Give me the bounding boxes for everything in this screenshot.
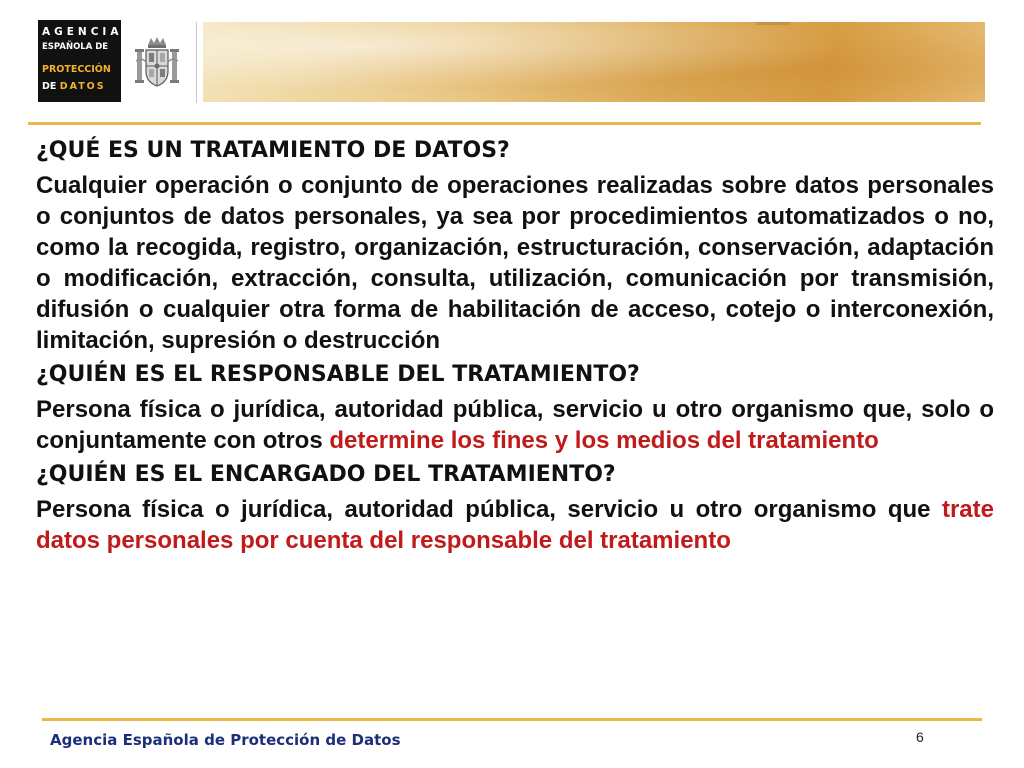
answer-processor bbox=[36, 494, 994, 556]
answer-controller bbox=[36, 394, 994, 456]
logo-line-4 bbox=[42, 81, 106, 92]
footer-rule bbox=[42, 718, 982, 721]
question-treatment: ¿QUÉ ES UN TRATAMIENTO DE DATOS? bbox=[36, 138, 510, 163]
logo-line-2: ESPAÑOLA DE bbox=[42, 42, 109, 52]
question-controller: ¿QUIÉN ES EL RESPONSABLE DEL TRATAMIENTO? bbox=[36, 362, 640, 387]
banner-mark bbox=[756, 22, 790, 25]
answer-controller-highlight: determine los fines y los medios del tratamiento bbox=[329, 427, 879, 454]
answer-processor-text: Persona física o jurídica, autoridad pública, servicio u otro organismo que bbox=[36, 496, 942, 523]
logo-line-3: PROTECCIÓN bbox=[42, 64, 111, 75]
slide-content bbox=[36, 136, 994, 560]
header-rule bbox=[28, 122, 981, 125]
answer-controller-text: Persona física o jurídica, autoridad pública, servicio u otro organismo que, solo o conjuntamente con otros bbox=[36, 396, 994, 454]
logo-line-4-datos: DATOS bbox=[59, 81, 106, 92]
footer-organization: Agencia Española de Protección de Datos bbox=[50, 731, 401, 749]
coat-of-arms-icon bbox=[134, 35, 180, 91]
answer-treatment: Cualquier operación o conjunto de operaciones realizadas sobre datos personales o conjuntos de datos personales, ya sea por procedimientos automatizados o no, como la recogida, registro, organización, estructuración, conservación, adaptación o modificación, extracción, consulta, utilización, comunicación por transmisión, difusión o cualquier otra forma de habilitación de acceso, cotejo o interconexión, limitación, supresión o destrucción bbox=[36, 172, 994, 354]
page-number: 6 bbox=[916, 729, 924, 745]
logo-line-4-de: DE bbox=[42, 81, 57, 92]
header-banner bbox=[203, 22, 985, 102]
agency-logo bbox=[38, 20, 121, 102]
header-divider bbox=[196, 22, 197, 103]
question-processor: ¿QUIÉN ES EL ENCARGADO DEL TRATAMIENTO? bbox=[36, 462, 616, 487]
logo-line-1: AGENCIA bbox=[42, 26, 123, 38]
answer-processor-highlight: trate datos personales por cuenta del responsable del tratamiento bbox=[36, 496, 994, 554]
